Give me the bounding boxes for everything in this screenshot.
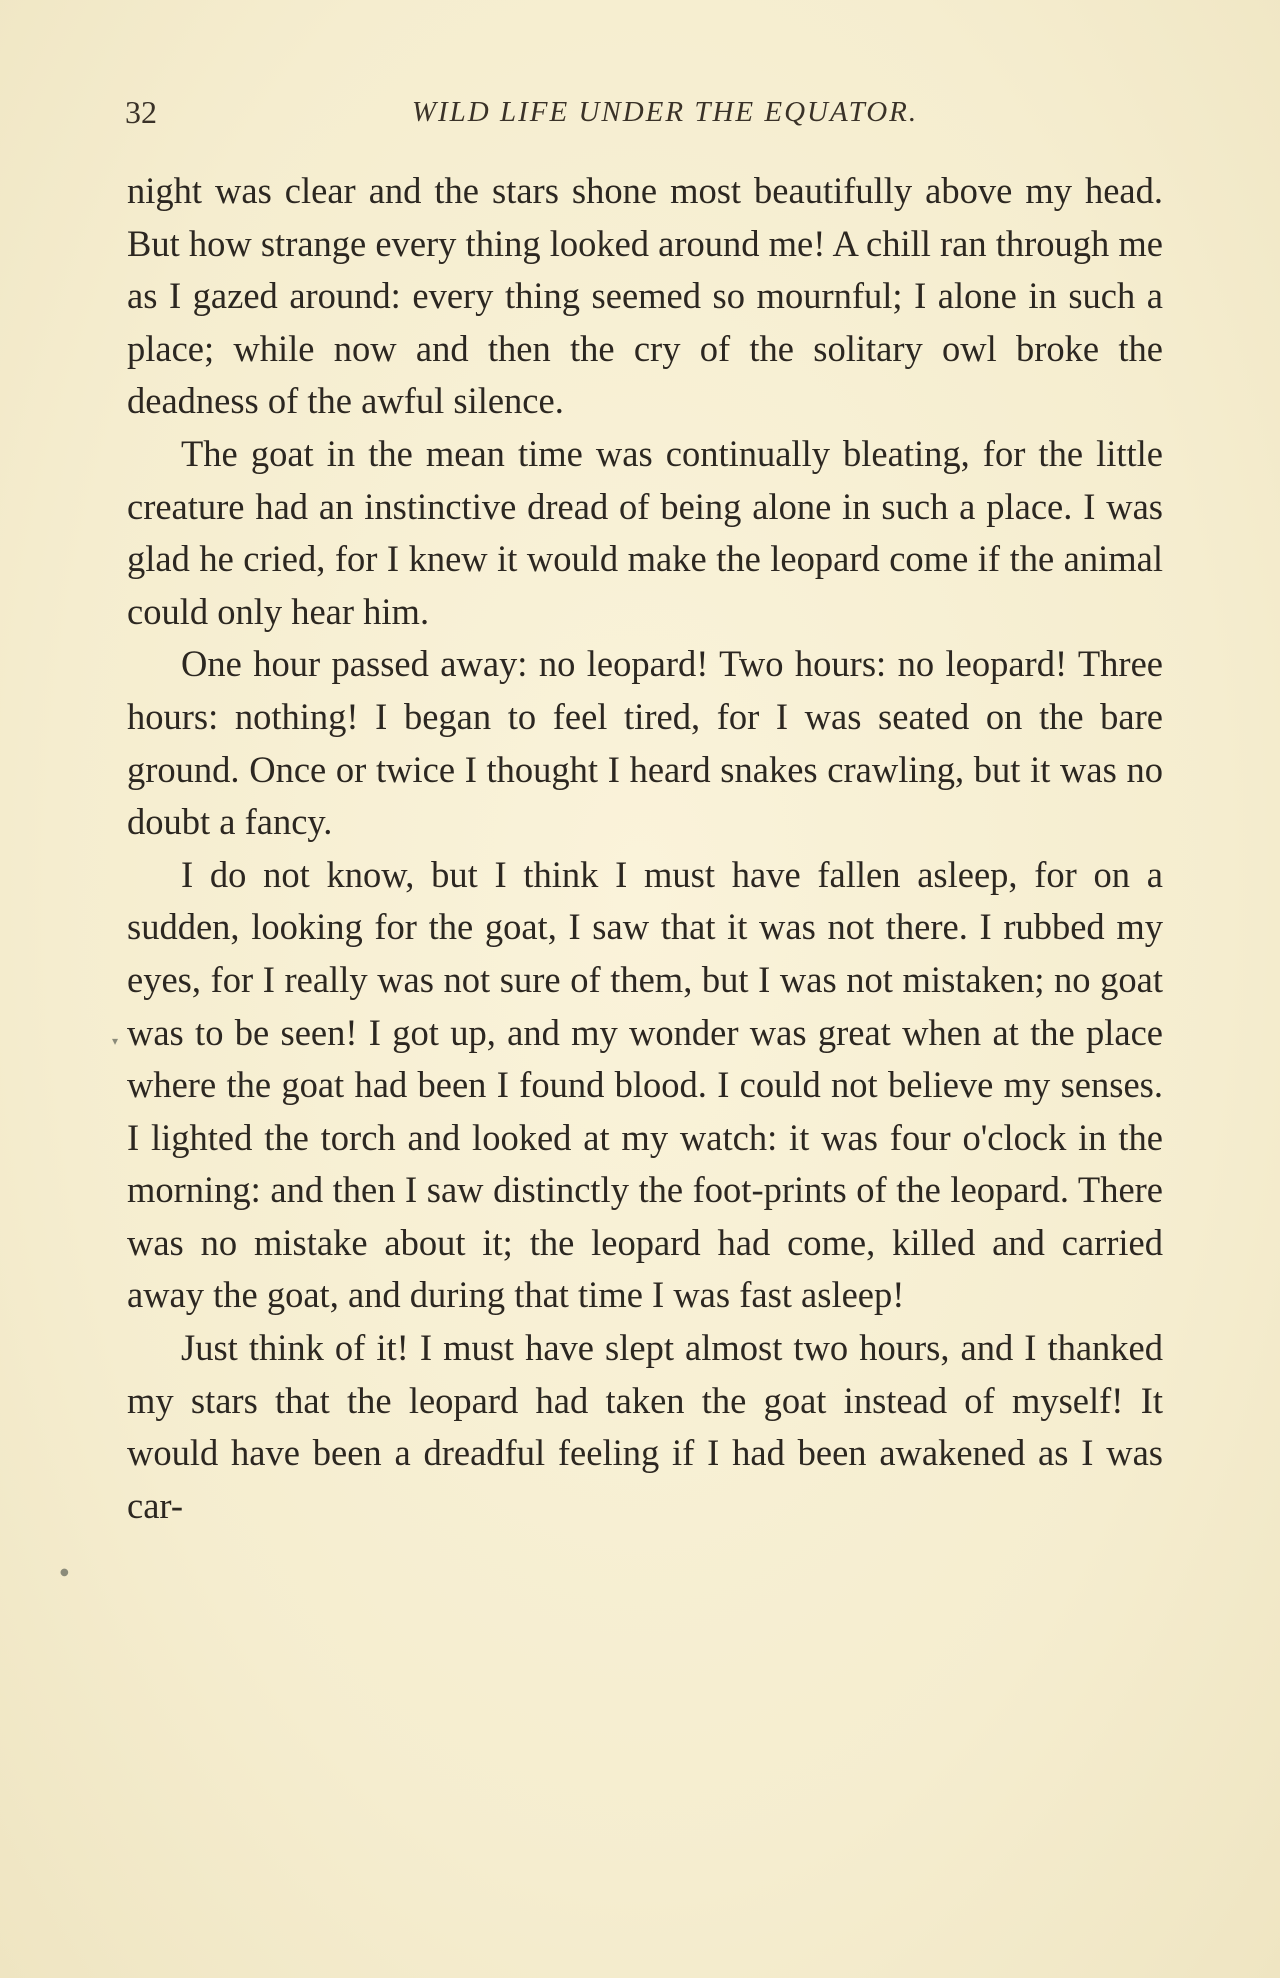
ink-dot: ●: [60, 1567, 69, 1578]
ink-speck: ▾: [112, 1034, 119, 1048]
page-header: [125, 88, 1165, 136]
paragraph: night was clear and the stars shone most beautifully above my head. But how strange every thing looked around me! A chill ran through me as I gazed around: every thing seemed so mournful; I alone in such a place; while now and then the cry of the solitary owl broke the deadness of the awful silence.: [127, 170, 1163, 422]
paragraph: One hour passed away: no leopard! Two hours: no leopard! Three hours: nothing! I began to feel tired, for I was seated on the bare ground. Once or twice I thought I heard snakes crawling, but it was no doubt a fancy.: [127, 643, 1163, 843]
paragraph: I do not know, but I think I must have fallen asleep, for on a sudden, looking for the goat, I saw that it was not there. I rubbed my eyes, for I really was not sure of them, but I was not mistaken; no goat was to be seen! I got up, and my wonder was great when at the place where the goat had been I found blood. I could not believe my senses. I lighted the torch and looked at my watch: it was four o'clock in the morning: and then I saw distinctly the foot-prints of the leopard. There was no mistake about it; the leopard had come, killed and carried away the goat, and during that time I was fast asleep!: [127, 853, 1163, 1316]
page-number: 32: [125, 94, 157, 130]
paragraph: The goat in the mean time was continually bleating, for the little creature had an instinctive dread of being alone in such a place. I was glad he cried, for I knew it would make the leopard come if the animal could only hear him.: [127, 432, 1163, 632]
body-text: [127, 165, 1163, 1532]
running-head: WILD LIFE UNDER THE EQUATOR.: [411, 96, 919, 128]
paragraph: Just think of it! I must have slept almost two hours, and I thanked my stars that the leopard had taken the goat instead of myself! It would have been a dreadful feeling if I had been awakened as I was car-: [127, 1327, 1163, 1526]
